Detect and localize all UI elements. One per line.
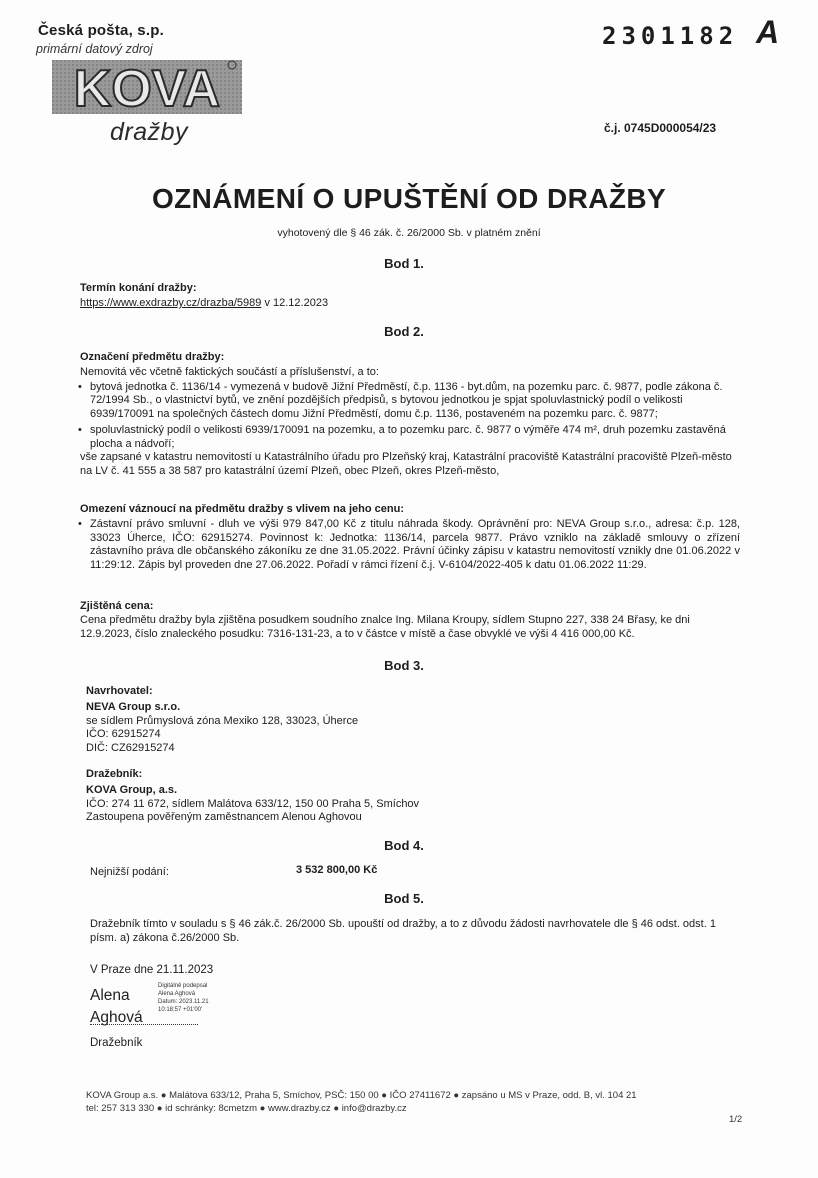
page-subtitle: vyhotovený dle § 46 zák. č. 26/2000 Sb. v platném znění (277, 227, 541, 239)
logo-subtitle: dražby (110, 118, 189, 146)
auction-link[interactable]: https://www.exdrazby.cz/drazba/5989 (80, 297, 262, 309)
min-bid-value: 3 532 800,00 Kč (296, 864, 378, 876)
price-text: Cena předmětu dražby byla zjištěna posudkem soudního znalce Ing. Milana Kroupy, sídlem Stupno 227, 338 24 Břasy, ke dni 12.9.2023, číslo znaleckého posudku: 7316-131-23, a to v částce v místě a čase obvyklé ve výši 4 416 000,00 Kč. (80, 614, 690, 640)
auction-date: v 12.12.2023 (261, 297, 329, 309)
document-letter: A (756, 14, 780, 50)
subject-item: • bytová jednotka č. 1136/14 - vymezená v budově Jižní Předměstí, č.p. 1136 - byt.dům, na pozemku parc. č. 9877, podle zákona č. 72/1994 Sb., o vlastnictví bytů, ve znění pozdějších předpisů, s bytovou jednotkou je spjat spoluvlastnický podíl o velikosti 6939/170091 na společných částech domu Jižní Předměstí, domu č.p. 1136, postaveném na pozemku parc. č. 9877; (80, 381, 740, 422)
section-heading-bod4: Bod 4. (384, 838, 424, 853)
page-title: OZNÁMENÍ O UPUŠTĚNÍ OD DRAŽBY (151, 183, 667, 214)
price-label: Zjištěná cena: (80, 600, 154, 612)
encumbrance-item: • Zástavní právo smluvní - dluh ve výši 979 847,00 Kč z titulu náhrada škody. Oprávnění pro: NEVA Group s.r.o., adresa: č.p. 128, 33023 Úherce, IČO: 62915274. Povinnost k: Jednotka: 1136/14, parcela 9877. Právo vzniklo na základě smlouvy o zřízení zástavního práva dle občanského zákoníku ze dne 31.05.2022. Právní účinky zápisu v katastru nemovitostí vznikly dne 01.06.2022 v 11:29:12. Zápis byl proveden dne 27.06.2022. Pořadí v rámci řízení č.j. V-6104/2022-405 k datu 01.06.2022 11:29. (80, 518, 740, 572)
auctioneer-label: Dražebník: (86, 768, 143, 780)
proposer-ico: IČO: 62915274 (86, 728, 161, 740)
case-number: č.j. 0745D000054/23 (604, 121, 717, 135)
section-heading-bod5: Bod 5. (384, 891, 424, 906)
footer-company-line: KOVA Group a.s. ● Malátova 633/12, Praha 5, Smíchov, PSČ: 150 00 ● IČO 27411672 ● zapsáno u MS v Praze, odd. B, vl. 104 21 (86, 1090, 637, 1101)
proposer-dic: DIČ: CZ62915274 (86, 741, 175, 754)
page-number: 1/2 (729, 1114, 743, 1125)
subject-intro: Nemovitá věc včetně faktických součástí a příslušenství, a to: (80, 366, 379, 378)
signature-meta-line: Datum: 2023.11.21 (158, 999, 209, 1005)
proposer-address: se sídlem Průmyslová zóna Mexiko 128, 33023, Úherce (86, 714, 359, 727)
signature-line (90, 1024, 198, 1025)
auction-date-line (80, 297, 328, 311)
footer (86, 1089, 637, 1115)
proposer-label: Navrhovatel: (86, 685, 153, 697)
postal-operator: Česká pošta, s.p. (38, 22, 164, 39)
section-heading-bod3: Bod 3. (384, 658, 424, 673)
section-heading-bod1: Bod 1. (384, 256, 424, 271)
subject-item: • spoluvlastnický podíl o velikosti 6939/170091 na pozemku, a to pozemku parc. č. 9877 o výměře 474 m², druh pozemku zastavěná plocha a nádvoří; (80, 424, 740, 451)
signature-name (90, 985, 143, 1029)
encumbrance-label: Omezení váznoucí na předmětu dražby s vlivem na jeho cenu: (80, 503, 404, 515)
svg-text:KOVA: KOVA (73, 60, 221, 118)
document-number: 2301182 (602, 22, 739, 50)
auctioneer-name: KOVA Group, a.s. (86, 784, 178, 796)
withdrawal-text: Dražebník tímto v souladu s § 46 zák.č. 26/2000 Sb. upouští od dražby, a to z důvodu žádosti navrhovatele dle § 46 odst. odst. 1 písm. a) zákona č.26/2000 Sb. (90, 918, 716, 944)
signature-meta-line: Alena Aghová (158, 991, 196, 997)
signature-meta-line: 10:18:57 +01'00' (158, 1007, 203, 1013)
signature-first-name: Alena (90, 987, 130, 1004)
place-date: V Praze dne 21.11.2023 (90, 964, 214, 976)
footer-contact-line: tel: 257 313 330 ● id schránky: 8cmetzm ● www.drazby.cz ● info@drazby.cz (86, 1103, 407, 1114)
subject-block (80, 366, 740, 478)
auctioneer-block (86, 784, 419, 825)
proposer-block (86, 701, 358, 755)
digital-signature-info (158, 982, 209, 1014)
data-source-note: primární datový zdroj (36, 42, 153, 56)
section-heading-bod2: Bod 2. (384, 324, 424, 339)
subject-outro: vše zapsané v katastru nemovitostí u Katastrálního úřadu pro Plzeňský kraj, Katastrální pracoviště Katastrální pracoviště Plzeň-město na LV č. 41 555 a 38 587 pro katastrální území Plzeň, obec Plzeň, okres Plzeň-město, (80, 451, 732, 477)
min-bid-label: Nejnižší podání: (90, 866, 169, 878)
proposer-name: NEVA Group s.r.o. (86, 701, 181, 713)
auction-date-label: Termín konání dražby: (80, 282, 197, 294)
subject-label: Označení předmětu dražby: (80, 351, 225, 363)
kova-logo (52, 56, 242, 118)
auctioneer-ico: IČO: 274 11 672, sídlem Malátova 633/12, 150 00 Praha 5, Smíchov (86, 797, 420, 810)
auctioneer-representative: Zastoupena pověřeným zaměstnancem Alenou Aghovou (86, 811, 362, 823)
signature-last-name: Aghová (90, 1009, 143, 1026)
signature-role: Dražebník (90, 1037, 143, 1049)
signature-meta-line: Digitálně podepsal (158, 983, 208, 989)
